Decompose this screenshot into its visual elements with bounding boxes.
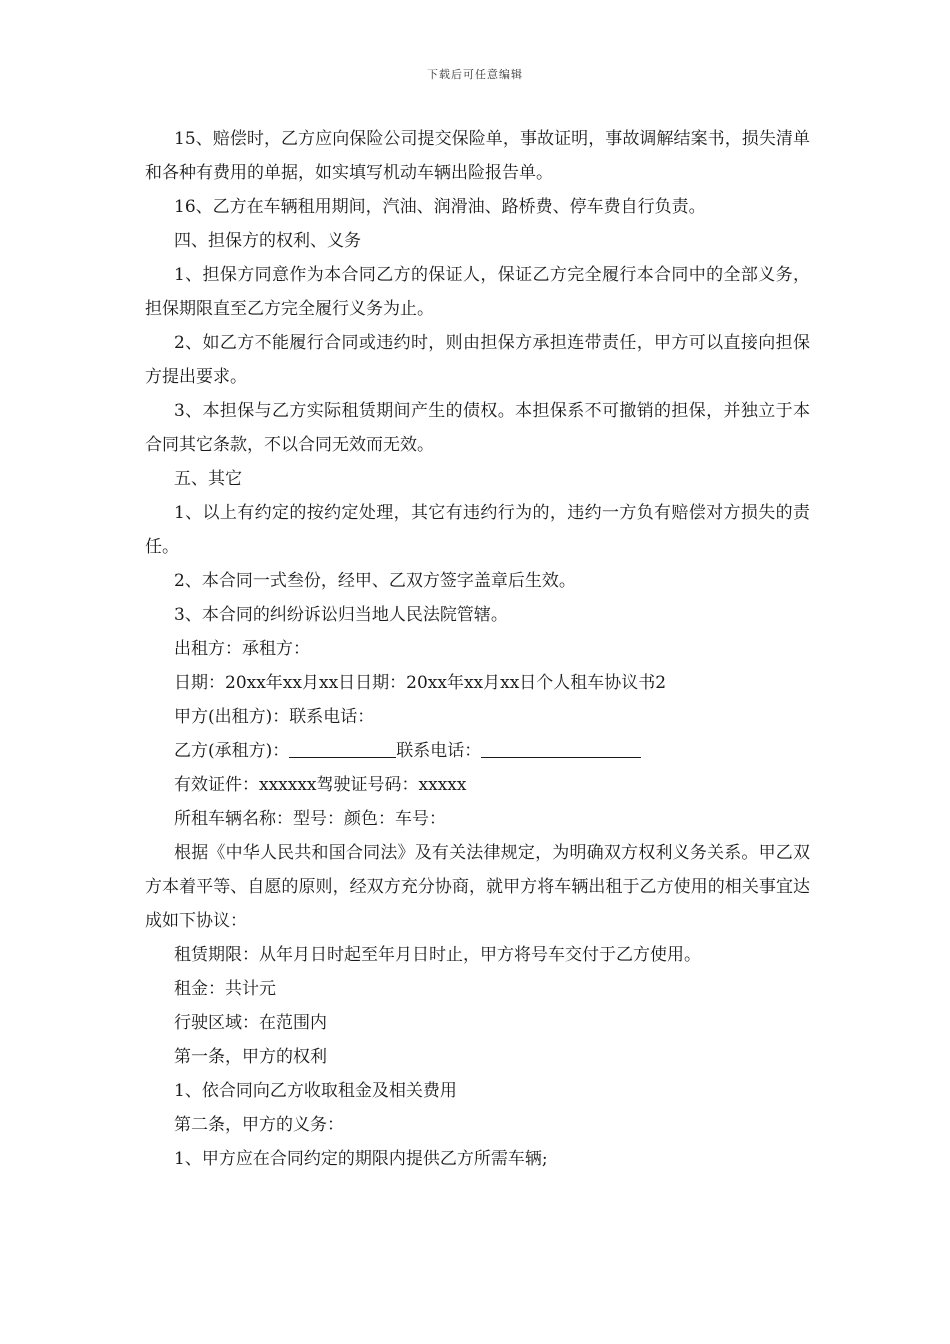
party-b-label: 乙方(承租方)： bbox=[174, 741, 290, 761]
preamble-paragraph: 根据《中华人民共和国合同法》及有关法律规定，为明确双方权利义务关系。甲乙双方本着平等、自愿的原则，经双方充分协商，就甲方将车辆出租于乙方使用的相关事宜达成如下协议： bbox=[145, 843, 810, 931]
article-2-item-1: 1、甲方应在合同约定的期限内提供乙方所需车辆; bbox=[174, 1149, 548, 1169]
id-document-line: 有效证件：xxxxxx驾驶证号码：xxxxx bbox=[174, 775, 467, 795]
other-clause-2: 2、本合同一式叁份，经甲、乙双方签字盖章后生效。 bbox=[174, 571, 576, 591]
guarantor-clause-3: 3、本担保与乙方实际租赁期间产生的债权。本担保系不可撤销的担保，并独立于本合同其它条款，不以合同无效而无效。 bbox=[145, 401, 810, 455]
vehicle-info-line: 所租车辆名称：型号：颜色：车号： bbox=[174, 809, 446, 829]
party-b-phone-label: 联系电话： bbox=[396, 741, 482, 761]
rent-line: 租金：共计元 bbox=[174, 979, 276, 999]
article-1-heading: 第一条，甲方的权利 bbox=[174, 1047, 327, 1067]
article-2-heading: 第二条，甲方的义务： bbox=[174, 1115, 344, 1135]
clause-15: 15、赔偿时，乙方应向保险公司提交保险单，事故证明，事故调解结案书，损失清单和各种有费用的单据，如实填写机动车辆出险报告单。 bbox=[145, 129, 810, 183]
article-1-item-1: 1、依合同向乙方收取租金及相关费用 bbox=[174, 1081, 457, 1101]
lease-term-line: 租赁期限：从年月日时起至年月日时止，甲方将号车交付于乙方使用。 bbox=[174, 945, 701, 965]
guarantor-clause-1: 1、担保方同意作为本合同乙方的保证人，保证乙方完全履行本合同中的全部义务，担保期限直至乙方完全履行义务为止。 bbox=[145, 265, 810, 319]
party-a-line: 甲方(出租方)：联系电话： bbox=[174, 707, 375, 727]
section-heading-other: 五、其它 bbox=[174, 469, 242, 489]
party-b-phone-blank bbox=[481, 735, 641, 758]
other-clause-3: 3、本合同的纠纷诉讼归当地人民法院管辖。 bbox=[174, 605, 508, 625]
date-line: 日期：20xx年xx月xx日日期：20xx年xx月xx日个人租车协议书2 bbox=[174, 673, 667, 693]
party-b-blank bbox=[289, 735, 396, 758]
section-heading-guarantor: 四、担保方的权利、义务 bbox=[174, 231, 361, 251]
document-body bbox=[145, 122, 810, 1176]
signature-line: 出租方：承租方： bbox=[174, 639, 310, 659]
clause-16: 16、乙方在车辆租用期间，汽油、润滑油、路桥费、停车费自行负责。 bbox=[174, 197, 706, 217]
other-clause-1: 1、以上有约定的按约定处理，其它有违约行为的，违约一方负有赔偿对方损失的责任。 bbox=[145, 503, 810, 557]
driving-area-line: 行驶区域：在范围内 bbox=[174, 1013, 327, 1033]
party-b-line bbox=[145, 734, 810, 768]
page-header: 下载后可任意编辑 bbox=[427, 68, 523, 81]
guarantor-clause-2: 2、如乙方不能履行合同或违约时，则由担保方承担连带责任，甲方可以直接向担保方提出要求。 bbox=[145, 333, 810, 387]
